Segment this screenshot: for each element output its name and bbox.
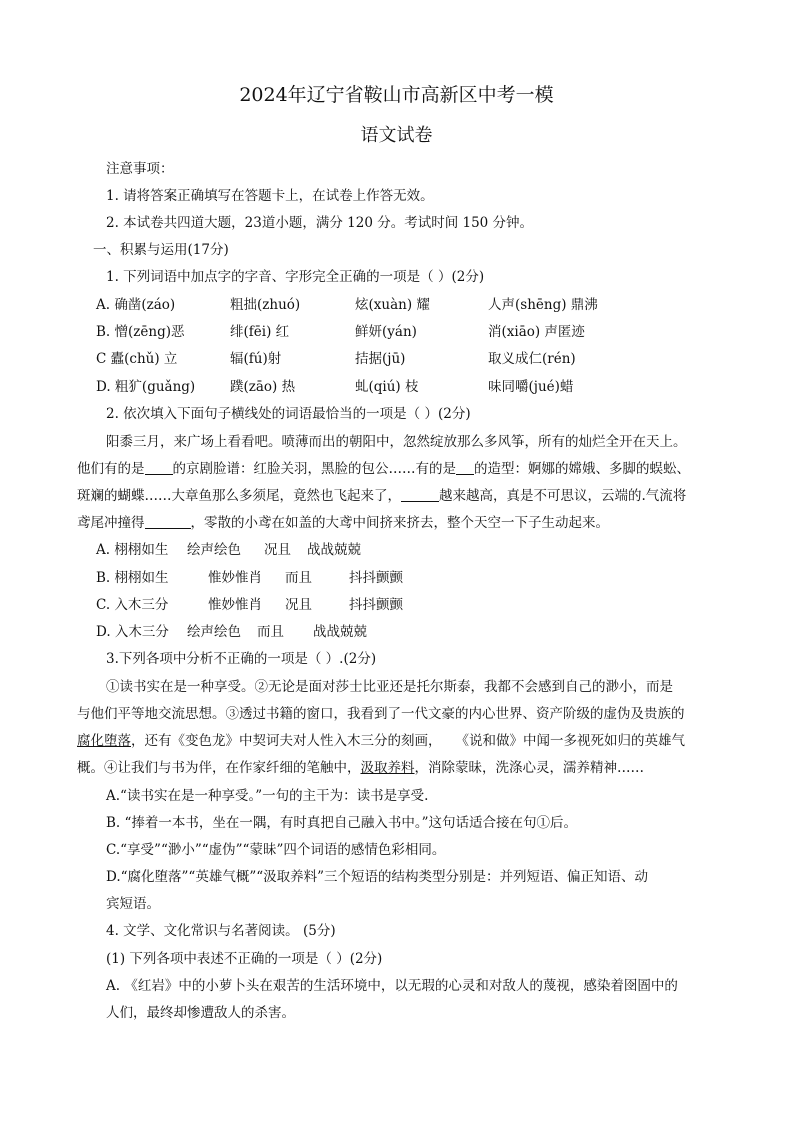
- q1-option-a-3: 炫(xuàn) 耀: [355, 297, 430, 313]
- q2-stem: 2. 依次填入下面句子横线处的词语最恰当的一项是（ ）(2分): [106, 406, 471, 422]
- q2-passage-line-2: 他们有的是 的京剧脸谱：红脸关羽，黑脸的包公……有的是 的造型：婀娜的嫦娥、多脚的蜈蚣、: [77, 461, 690, 477]
- q3-passage-line-3: 腐化堕落，还有《变色龙》中契诃夫对人性入木三分的刻画， 《说和做》中闻一多视死如归的英雄气: [77, 733, 685, 749]
- q2-option-a-2: 绘声绘色: [187, 542, 241, 558]
- q4-stem: 4. 文学、文化常识与名著阅读。 (5分): [106, 923, 336, 939]
- q4-option-a-line-1: A. 《红岩》中的小萝卜头在艰苦的生活环境中，以无瑕的心灵和对敌人的蔑视，感染着囹圄中的: [106, 978, 678, 994]
- q2-option-d-2: 绘声绘色: [187, 624, 241, 640]
- q4-subquestion-1: (1) 下列各项中表述不正确的一项是（ ）(2分): [106, 951, 383, 967]
- q2-option-b-2: 惟妙惟肖: [208, 570, 262, 586]
- q1-option-a-4: 人声(shēng) 鼎沸: [488, 297, 598, 313]
- q3-option-b: B. “捧着一本书，坐在一隅，有时真把自己融入书中。”这句话适合接在句①后。: [106, 815, 578, 831]
- q2-option-c-4: 抖抖颤颤: [349, 597, 403, 613]
- q2-blank-2: [456, 462, 474, 475]
- q3-underlined-phrase-1: 腐化堕落: [77, 733, 131, 749]
- q2-blank-4: [145, 516, 191, 529]
- q2-option-a-1: A. 栩栩如生: [96, 542, 169, 558]
- q2-blank-3: [401, 489, 439, 502]
- q3-option-d-line-2: 宾短语。: [106, 896, 160, 912]
- q1-option-b-3: 鲜妍(yán): [355, 324, 417, 340]
- q1-option-c-4: 取义成仁(rén): [488, 351, 576, 367]
- notice-item-2: 2. 本试卷共四道大题，23道小题，满分 120 分。考试时间 150 分钟。: [106, 215, 534, 231]
- q1-option-c-1: C 蠹(chǔ) 立: [96, 351, 178, 367]
- q2-blank-1: [145, 462, 173, 475]
- q3-passage-line-2: 与他们平等地交流思想。③透过书籍的窗口，我看到了一代文豪的内心世界、资产阶级的虚伪及贵族的: [77, 706, 685, 722]
- q4-option-a-line-2: 人们，最终却惨遭敌人的杀害。: [106, 1005, 295, 1021]
- q1-option-a-1: A. 确凿(záo): [96, 297, 176, 313]
- q3-underlined-phrase-2: 汲取养料: [360, 760, 415, 776]
- q1-option-c-3: 拮据(jū): [355, 351, 406, 367]
- q1-option-b-4: 消(xiāo) 声匿迹: [488, 324, 585, 340]
- q3-passage-line-4: 概。④让我们与书为伴，在作家纤细的笔触中，汲取养料，消除蒙昧，洗涤心灵，濡养精神……: [77, 760, 644, 776]
- q3-option-c: C.“享受”“渺小”“虚伪”“蒙昧”四个词语的感情色彩相同。: [106, 842, 446, 858]
- q1-option-b-2: 绯(fēi) 红: [230, 324, 290, 340]
- notice-label: 注意事项：: [106, 161, 174, 177]
- q1-option-d-3: 虬(qiú) 枝: [355, 379, 419, 395]
- q2-option-d-3: 而且: [257, 624, 284, 640]
- exam-title: 2024年辽宁省鞍山市高新区中考一模: [239, 84, 554, 106]
- notice-item-1: 1. 请将答案正确填写在答题卡上，在试卷上作答无效。: [106, 188, 434, 204]
- q2-passage-line-3: 斑斓的蝴蝶……大章鱼那么多须尾，竟然也飞起来了， 越来越高，真是不可思议，云端的.气流将: [77, 488, 687, 504]
- q3-option-a: A.“读书实在是一种享受。”一句的主干为：读书是享受.: [106, 788, 429, 804]
- q2-option-c-3: 况且: [285, 597, 312, 613]
- q2-option-b-4: 抖抖颤颤: [349, 570, 403, 586]
- exam-subtitle: 语文试卷: [360, 125, 433, 146]
- q1-option-d-4: 味同嚼(jué)蜡: [488, 379, 574, 395]
- q2-option-a-3: 况且: [264, 542, 291, 558]
- q2-option-a-4: 战战兢兢: [307, 542, 361, 558]
- q1-option-d-2: 蹼(zāo) 热: [230, 379, 296, 395]
- q2-option-c-2: 惟妙惟肖: [208, 597, 262, 613]
- q1-option-a-2: 粗拙(zhuó): [230, 297, 301, 313]
- q1-option-d-1: D. 粗犷(guǎng): [96, 379, 196, 395]
- q2-passage-line-1: 阳黍三月，来广场上看看吧。喷薄而出的朝阳中，忽然绽放那么多风筝，所有的灿烂全开在天上。: [106, 434, 687, 450]
- q1-option-c-2: 辐(fú)射: [230, 351, 282, 367]
- q1-stem: 1. 下列词语中加点字的字音、字形完全正确的一项是（ ）(2分): [106, 269, 485, 285]
- q1-option-b-1: B. 憎(zēng)恶: [96, 324, 185, 340]
- q2-option-d-4: 战战兢兢: [313, 624, 367, 640]
- q2-option-d-1: D. 入木三分: [96, 624, 169, 640]
- q2-option-c-1: C. 入木三分: [96, 597, 169, 613]
- q3-passage-line-1: ①读书实在是一种享受。②无论是面对莎士比亚还是托尔斯泰，我都不会感到自己的渺小，而是: [106, 679, 673, 695]
- q2-option-b-3: 而且: [285, 570, 312, 586]
- q2-option-b-1: B. 栩栩如生: [96, 570, 169, 586]
- q2-passage-line-4: 鸢尾冲撞得 ，零散的小鸢在如盖的大鸢中间挤来挤去，整个天空一下子生动起来。: [77, 515, 609, 531]
- q3-option-d-line-1: D.“腐化堕落”“英雄气概”“汲取养料”三个短语的结构类型分别是：并列短语、偏正知语、动: [106, 869, 649, 885]
- section-heading: 一、积累与运用(17分): [93, 242, 229, 258]
- q3-stem: 3.下列各项中分析不正确的一项是（ ）.(2分): [106, 651, 377, 667]
